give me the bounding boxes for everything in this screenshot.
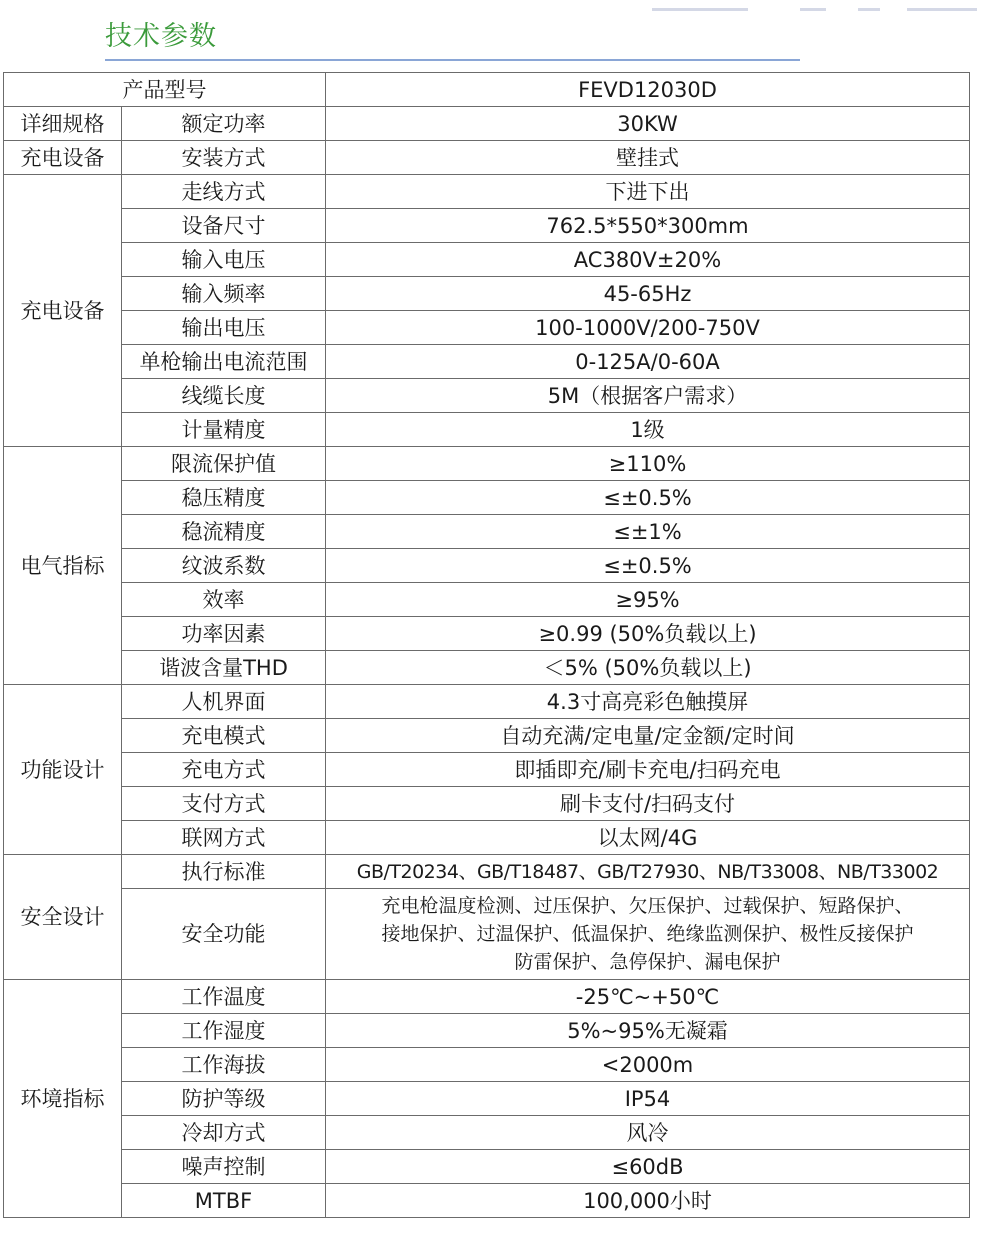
table-row bbox=[4, 1150, 970, 1184]
table-row bbox=[4, 1048, 970, 1082]
table-row bbox=[4, 515, 970, 549]
table-row bbox=[4, 1184, 970, 1218]
table-row bbox=[4, 175, 970, 209]
row-value: 即插即充/刷卡充电/扫码充电 bbox=[326, 753, 970, 787]
safety-functions-line: 充电枪温度检测、过压保护、欠压保护、过载保护、短路保护、 bbox=[381, 895, 914, 917]
row-value: 5%~95%无凝霜 bbox=[326, 1014, 970, 1048]
row-value: ≥110% bbox=[326, 447, 970, 481]
row-label: 额定功率 bbox=[122, 107, 326, 141]
row-label: 效率 bbox=[122, 583, 326, 617]
table-row bbox=[4, 413, 970, 447]
row-value: 0-125A/0-60A bbox=[326, 345, 970, 379]
row-value: 刷卡支付/扫码支付 bbox=[326, 787, 970, 821]
row-label: 计量精度 bbox=[122, 413, 326, 447]
row-label: 单枪输出电流范围 bbox=[122, 345, 326, 379]
section-detail-spec: 详细规格 bbox=[4, 107, 122, 141]
table-row bbox=[4, 787, 970, 821]
row-value: ≥95% bbox=[326, 583, 970, 617]
table-row bbox=[4, 1116, 970, 1150]
row-value: 以太网/4G bbox=[326, 821, 970, 855]
row-label: 工作湿度 bbox=[122, 1014, 326, 1048]
row-value: IP54 bbox=[326, 1082, 970, 1116]
row-value: 下进下出 bbox=[326, 175, 970, 209]
safety-functions bbox=[326, 889, 970, 980]
table-row bbox=[4, 107, 970, 141]
model-value: FEVD12030D bbox=[326, 73, 970, 107]
page-title: 技术参数 bbox=[105, 21, 217, 52]
row-label: 执行标准 bbox=[122, 855, 326, 889]
section-environment: 环境指标 bbox=[4, 980, 122, 1218]
row-label: 线缆长度 bbox=[122, 379, 326, 413]
table-row bbox=[4, 1014, 970, 1048]
row-value: ≤60dB bbox=[326, 1150, 970, 1184]
row-value: 风冷 bbox=[326, 1116, 970, 1150]
table-row bbox=[4, 311, 970, 345]
table-row bbox=[4, 753, 970, 787]
row-label: 防护等级 bbox=[122, 1082, 326, 1116]
row-value: 4.3寸高亮彩色触摸屏 bbox=[326, 685, 970, 719]
row-label: 谐波含量THD bbox=[122, 651, 326, 685]
table-row bbox=[4, 719, 970, 753]
row-label: 充电方式 bbox=[122, 753, 326, 787]
section-safety: 安全设计 bbox=[4, 855, 122, 980]
row-label: 噪声控制 bbox=[122, 1150, 326, 1184]
table-row bbox=[4, 481, 970, 515]
section-charging-device: 充电设备 bbox=[4, 175, 122, 447]
row-value: ≤±1% bbox=[326, 515, 970, 549]
row-label: 输入电压 bbox=[122, 243, 326, 277]
row-label: 工作海拔 bbox=[122, 1048, 326, 1082]
table-row bbox=[4, 277, 970, 311]
row-value: 自动充满/定电量/定金额/定时间 bbox=[326, 719, 970, 753]
row-label: 输出电压 bbox=[122, 311, 326, 345]
row-label: 联网方式 bbox=[122, 821, 326, 855]
row-value: <2000m bbox=[326, 1048, 970, 1082]
decor-dash bbox=[800, 8, 826, 11]
row-label: 稳压精度 bbox=[122, 481, 326, 515]
row-value: ≥0.99 (50%负载以上) bbox=[326, 617, 970, 651]
table-row bbox=[4, 821, 970, 855]
table-row bbox=[4, 345, 970, 379]
row-label: 人机界面 bbox=[122, 685, 326, 719]
row-value: 100,000小时 bbox=[326, 1184, 970, 1218]
table-row bbox=[4, 73, 970, 107]
row-value: 45-65Hz bbox=[326, 277, 970, 311]
table-row bbox=[4, 379, 970, 413]
table-row bbox=[4, 447, 970, 481]
section-electrical: 电气指标 bbox=[4, 447, 122, 685]
table-row bbox=[4, 583, 970, 617]
section-function: 功能设计 bbox=[4, 685, 122, 855]
table-row bbox=[4, 549, 970, 583]
section-charging-device: 充电设备 bbox=[4, 141, 122, 175]
decor-dash bbox=[907, 8, 977, 11]
safety-functions-line: 防雷保护、急停保护、漏电保护 bbox=[514, 951, 781, 973]
table-row bbox=[4, 889, 970, 980]
table-row bbox=[4, 685, 970, 719]
row-value: 762.5*550*300mm bbox=[326, 209, 970, 243]
row-label: 功率因素 bbox=[122, 617, 326, 651]
row-label: 限流保护值 bbox=[122, 447, 326, 481]
safety-functions-line: 接地保护、过温保护、低温保护、绝缘监测保护、极性反接保护 bbox=[381, 923, 914, 945]
row-value: ≤±0.5% bbox=[326, 481, 970, 515]
row-label: 充电模式 bbox=[122, 719, 326, 753]
spec-table bbox=[3, 72, 970, 1218]
row-value: 30KW bbox=[326, 107, 970, 141]
row-label: MTBF bbox=[122, 1184, 326, 1218]
decor-dash bbox=[858, 8, 880, 11]
model-label: 产品型号 bbox=[4, 73, 326, 107]
row-label: 冷却方式 bbox=[122, 1116, 326, 1150]
row-label: 支付方式 bbox=[122, 787, 326, 821]
table-row bbox=[4, 980, 970, 1014]
table-row bbox=[4, 855, 970, 889]
row-label: 稳流精度 bbox=[122, 515, 326, 549]
table-row bbox=[4, 651, 970, 685]
row-value: 1级 bbox=[326, 413, 970, 447]
table-row bbox=[4, 243, 970, 277]
title-underline bbox=[105, 59, 800, 61]
row-value: 100-1000V/200-750V bbox=[326, 311, 970, 345]
row-value: 壁挂式 bbox=[326, 141, 970, 175]
row-value: -25℃~+50℃ bbox=[326, 980, 970, 1014]
row-label: 工作温度 bbox=[122, 980, 326, 1014]
table-row bbox=[4, 1082, 970, 1116]
row-label: 安装方式 bbox=[122, 141, 326, 175]
table-row bbox=[4, 209, 970, 243]
row-label: 安全功能 bbox=[122, 889, 326, 980]
row-label: 设备尺寸 bbox=[122, 209, 326, 243]
table-row bbox=[4, 617, 970, 651]
row-label: 走线方式 bbox=[122, 175, 326, 209]
row-value: ≤±0.5% bbox=[326, 549, 970, 583]
table-row bbox=[4, 141, 970, 175]
row-value: GB/T20234、GB/T18487、GB/T27930、NB/T33008、NB/T33002 bbox=[326, 855, 970, 889]
row-label: 纹波系数 bbox=[122, 549, 326, 583]
row-value: AC380V±20% bbox=[326, 243, 970, 277]
row-label: 输入频率 bbox=[122, 277, 326, 311]
row-value: ＜5% (50%负载以上) bbox=[326, 651, 970, 685]
decor-dash bbox=[652, 8, 748, 11]
row-value: 5M（根据客户需求） bbox=[326, 379, 970, 413]
